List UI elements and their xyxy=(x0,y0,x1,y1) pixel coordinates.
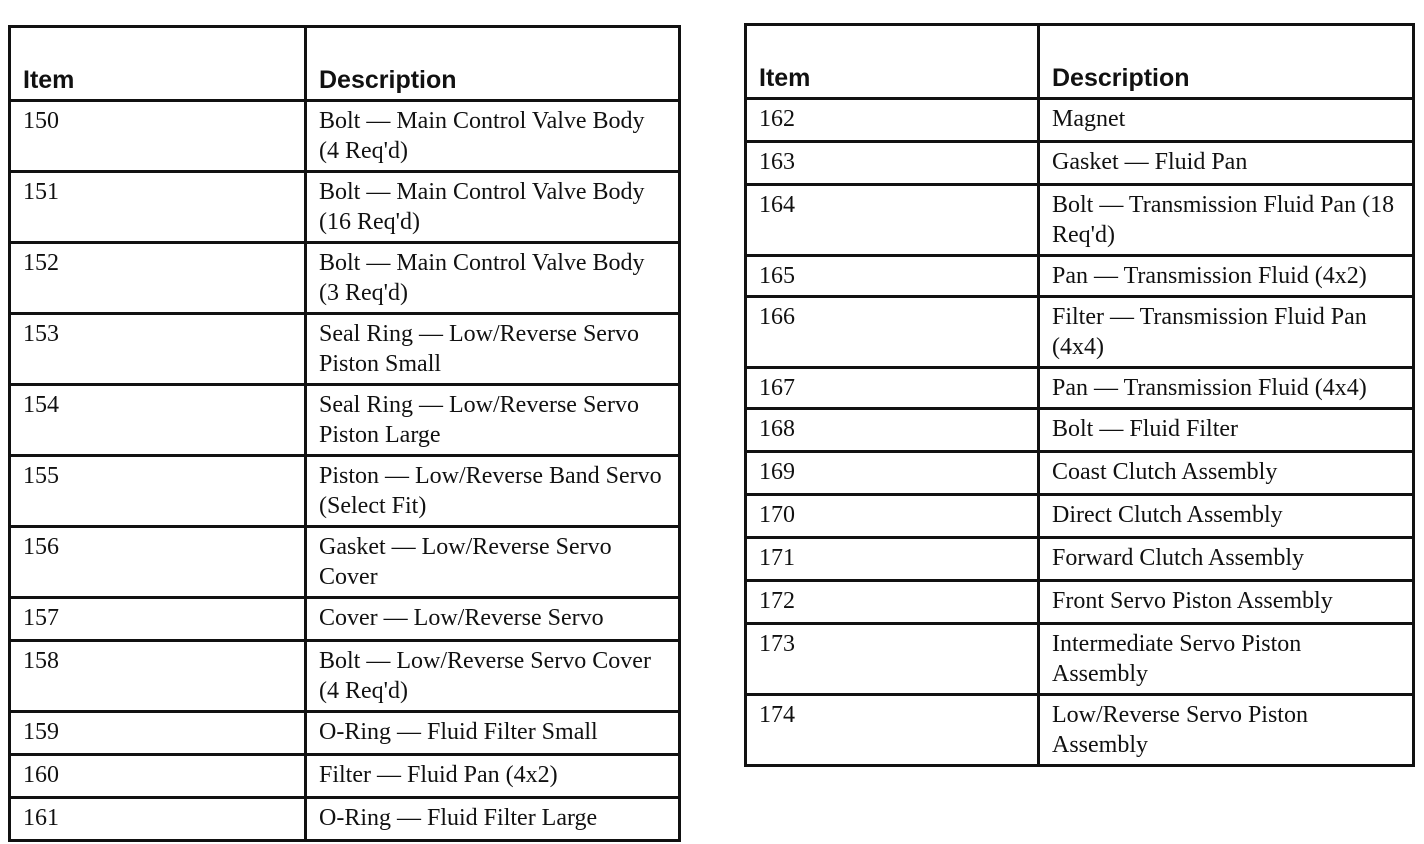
table-row xyxy=(10,243,680,314)
table-row xyxy=(746,297,1414,368)
item-number: 164 xyxy=(746,185,1039,256)
item-description: Gasket — Low/Reverse Servo Cover xyxy=(306,527,680,598)
item-number: 158 xyxy=(10,641,306,712)
item-description: O-Ring — Fluid Filter Small xyxy=(306,712,680,755)
item-description: Filter — Fluid Pan (4x2) xyxy=(306,755,680,798)
item-number: 151 xyxy=(10,172,306,243)
table-row xyxy=(746,256,1414,297)
table-row xyxy=(746,142,1414,185)
item-number: 153 xyxy=(10,314,306,385)
item-description: Seal Ring — Low/Reverse Servo Piston Small xyxy=(306,314,680,385)
table-row xyxy=(10,755,680,798)
item-number: 169 xyxy=(746,452,1039,495)
item-description: Front Servo Piston Assembly xyxy=(1039,581,1414,624)
item-number: 173 xyxy=(746,624,1039,695)
item-description: Seal Ring — Low/Reverse Servo Piston Large xyxy=(306,385,680,456)
item-description: Cover — Low/Reverse Servo xyxy=(306,598,680,641)
item-number: 168 xyxy=(746,409,1039,452)
item-number: 167 xyxy=(746,368,1039,409)
table-row xyxy=(10,456,680,527)
table-row xyxy=(10,712,680,755)
item-description: Pan — Transmission Fluid (4x4) xyxy=(1039,368,1414,409)
table-row xyxy=(746,452,1414,495)
item-description: Bolt — Main Control Valve Body (4 Req'd) xyxy=(306,101,680,172)
table-row xyxy=(10,385,680,456)
item-number: 159 xyxy=(10,712,306,755)
item-number: 166 xyxy=(746,297,1039,368)
item-description: Gasket — Fluid Pan xyxy=(1039,142,1414,185)
item-number: 157 xyxy=(10,598,306,641)
item-number: 154 xyxy=(10,385,306,456)
table-row xyxy=(10,527,680,598)
table-header-row xyxy=(10,27,680,101)
item-column-header: Item xyxy=(746,25,1039,99)
item-number: 150 xyxy=(10,101,306,172)
description-column-header: Description xyxy=(1039,25,1414,99)
description-column-header: Description xyxy=(306,27,680,101)
item-number: 174 xyxy=(746,695,1039,766)
item-number: 163 xyxy=(746,142,1039,185)
item-description: Filter — Transmission Fluid Pan (4x4) xyxy=(1039,297,1414,368)
table-row xyxy=(10,101,680,172)
item-description: O-Ring — Fluid Filter Large xyxy=(306,798,680,841)
item-number: 161 xyxy=(10,798,306,841)
item-description: Piston — Low/Reverse Band Servo (Select Fit) xyxy=(306,456,680,527)
table-row xyxy=(746,495,1414,538)
item-description: Intermediate Servo Piston Assembly xyxy=(1039,624,1414,695)
item-number: 162 xyxy=(746,99,1039,142)
item-description: Direct Clutch Assembly xyxy=(1039,495,1414,538)
table-row xyxy=(10,641,680,712)
item-description: Bolt — Transmission Fluid Pan (18 Req'd) xyxy=(1039,185,1414,256)
item-number: 160 xyxy=(10,755,306,798)
table-row xyxy=(10,798,680,841)
table-row xyxy=(746,409,1414,452)
table-row xyxy=(746,624,1414,695)
item-number: 155 xyxy=(10,456,306,527)
table-header-row xyxy=(746,25,1414,99)
item-description: Bolt — Main Control Valve Body (16 Req'd) xyxy=(306,172,680,243)
item-description: Low/Reverse Servo Piston Assembly xyxy=(1039,695,1414,766)
item-description: Bolt — Fluid Filter xyxy=(1039,409,1414,452)
item-description: Coast Clutch Assembly xyxy=(1039,452,1414,495)
table-row xyxy=(746,99,1414,142)
table-row xyxy=(746,185,1414,256)
table-row xyxy=(10,314,680,385)
item-number: 156 xyxy=(10,527,306,598)
item-description: Forward Clutch Assembly xyxy=(1039,538,1414,581)
item-number: 165 xyxy=(746,256,1039,297)
table-row xyxy=(746,368,1414,409)
item-description: Bolt — Low/Reverse Servo Cover (4 Req'd) xyxy=(306,641,680,712)
parts-table-left xyxy=(8,25,681,842)
item-number: 152 xyxy=(10,243,306,314)
item-description: Magnet xyxy=(1039,99,1414,142)
table-row xyxy=(746,581,1414,624)
table-row xyxy=(746,538,1414,581)
item-description: Bolt — Main Control Valve Body (3 Req'd) xyxy=(306,243,680,314)
item-description: Pan — Transmission Fluid (4x2) xyxy=(1039,256,1414,297)
table-row xyxy=(10,172,680,243)
parts-table-right xyxy=(744,23,1415,767)
table-row xyxy=(10,598,680,641)
table-row xyxy=(746,695,1414,766)
item-number: 172 xyxy=(746,581,1039,624)
item-column-header: Item xyxy=(10,27,306,101)
item-number: 170 xyxy=(746,495,1039,538)
item-number: 171 xyxy=(746,538,1039,581)
